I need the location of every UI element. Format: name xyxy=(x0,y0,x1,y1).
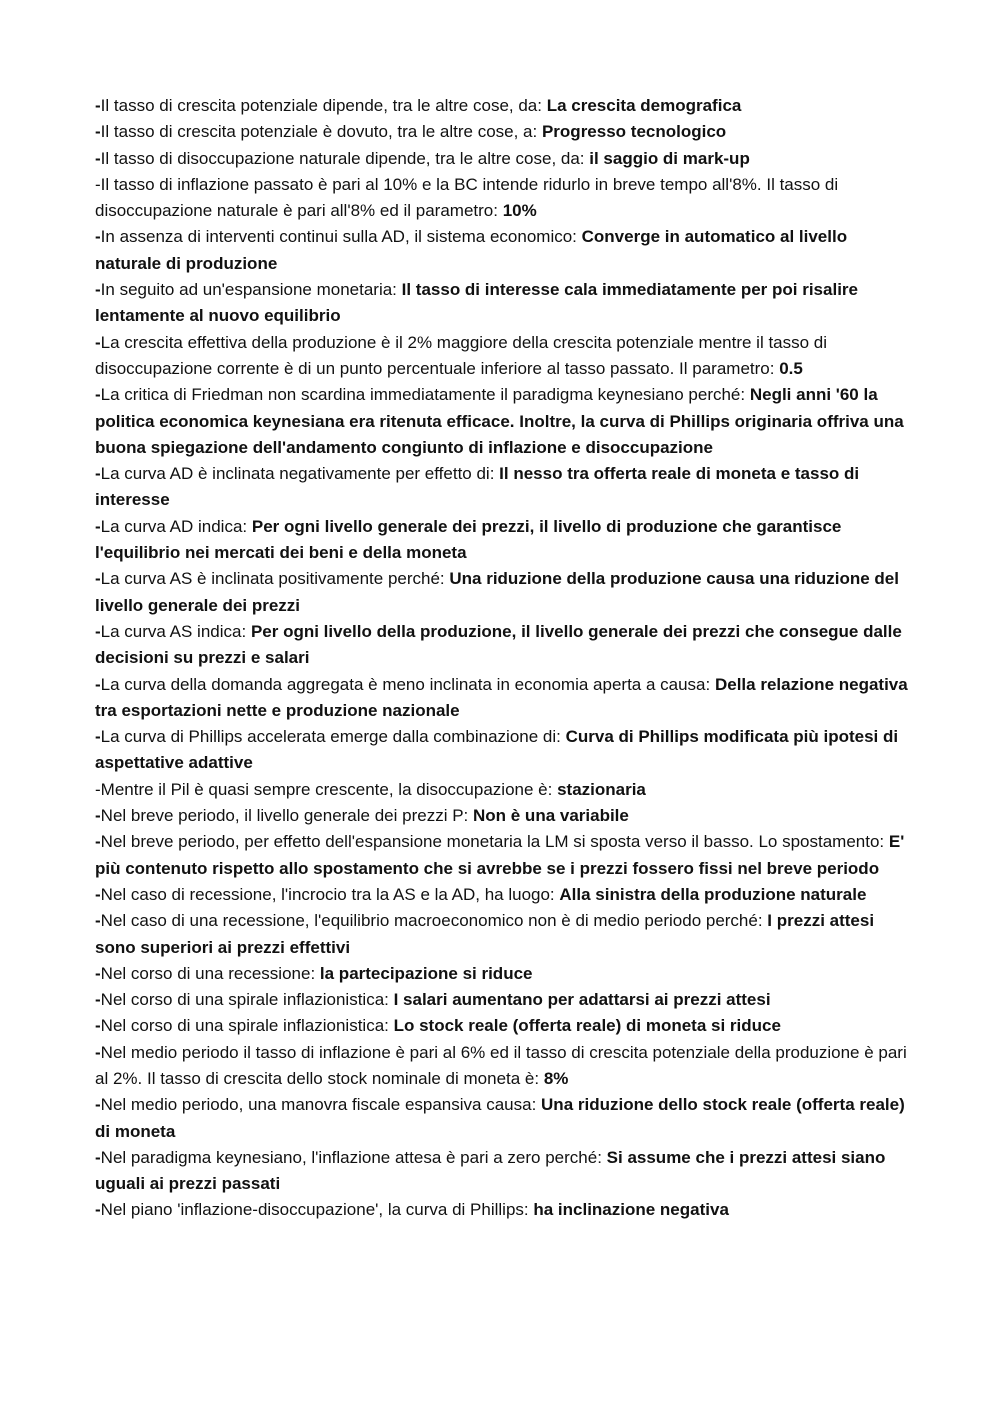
answer-text: E' più contenuto rispetto allo spostamento che si avrebbe se i prezzi fossero fissi nel breve periodo xyxy=(95,832,905,878)
answer-text: Negli anni '60 la politica economica keynesiana era ritenuta efficace. Inoltre, la curva di Phillips originaria offriva una buona spiegazione dell'andamento congiunto di inflazione e disoccupazione xyxy=(95,385,904,457)
qa-entry xyxy=(95,1197,915,1223)
question-text: Nel caso di una recessione, l'equilibrio macroeconomico non è di medio periodo perché: xyxy=(100,911,768,931)
answer-text: I prezzi attesi sono superiori ai prezzi effettivi xyxy=(95,911,875,957)
question-text: In seguito ad un'espansione monetaria: xyxy=(100,280,402,300)
entry-dash: - xyxy=(95,96,101,115)
question-text: Nel piano 'inflazione-disoccupazione', la curva di Phillips: xyxy=(100,1200,534,1220)
question-text: La curva AD è inclinata negativamente per effetto di: xyxy=(100,464,500,484)
entry-dash: - xyxy=(95,227,101,247)
qa-entry xyxy=(95,619,915,672)
question-text: Nel corso di una recessione: xyxy=(100,963,320,983)
qa-entry xyxy=(95,777,915,803)
answer-text: I salari aumentano per adattarsi ai prezzi attesi xyxy=(393,990,771,1010)
entry-dash: - xyxy=(95,674,101,694)
qa-entry xyxy=(95,514,915,567)
qa-entry xyxy=(95,224,915,277)
qa-entry xyxy=(95,1092,915,1145)
answer-text: Per ogni livello generale dei prezzi, il livello di produzione che garantisce l'equilibrio nei mercati dei beni e della moneta xyxy=(95,516,842,563)
answer-text: 10% xyxy=(502,201,537,221)
entry-dash: - xyxy=(95,174,101,194)
qa-entry xyxy=(95,1013,915,1039)
answer-text: il saggio di mark-up xyxy=(589,148,750,168)
qa-entry xyxy=(95,277,915,330)
answer-text: Non è una variabile xyxy=(472,806,629,826)
document-page xyxy=(95,93,915,1224)
qa-entry xyxy=(95,908,915,961)
qa-entry xyxy=(95,987,915,1013)
qa-entry xyxy=(95,566,915,619)
entry-dash: - xyxy=(95,1147,101,1167)
question-text: Il tasso di crescita potenziale dipende, tra le altre cose, da: xyxy=(100,96,547,115)
question-text: La crescita effettiva della produzione è il 2% maggiore della crescita potenziale mentre il tasso di disoccupazione corrente è di un punto percentuale inferiore al tasso passato. Il parametro: xyxy=(95,332,828,378)
question-text: La critica di Friedman non scardina immediatamente il paradigma keynesiano perché: xyxy=(100,385,750,405)
entry-dash: - xyxy=(95,332,101,352)
qa-entry xyxy=(95,330,915,383)
question-text: Nel paradigma keynesiano, l'inflazione attesa è pari a zero perché: xyxy=(100,1147,607,1167)
answer-text: Si assume che i prezzi attesi siano uguali ai prezzi passati xyxy=(95,1147,886,1194)
answer-text: Alla sinistra della produzione naturale xyxy=(559,884,867,904)
answer-text: Una riduzione della produzione causa una riduzione del livello generale dei prezzi xyxy=(95,569,899,615)
answer-text: La crescita demografica xyxy=(546,96,742,115)
entry-dash: - xyxy=(95,148,101,168)
question-text: Nel breve periodo, il livello generale dei prezzi P: xyxy=(100,806,473,826)
entry-dash: - xyxy=(95,516,101,536)
answer-text: stazionaria xyxy=(557,779,646,799)
entry-dash: - xyxy=(95,727,101,747)
entry-dash: - xyxy=(95,1095,101,1115)
answer-text: Il tasso di interesse cala immediatamente per poi risalire lentamente al nuovo equilibrio xyxy=(95,280,858,326)
qa-entry xyxy=(95,672,915,725)
entry-dash: - xyxy=(95,385,101,405)
entry-dash: - xyxy=(95,963,101,983)
question-text: Nel medio periodo, una manovra fiscale espansiva causa: xyxy=(100,1095,542,1115)
question-text: Nel medio periodo il tasso di inflazione è pari al 6% ed il tasso di crescita potenziale della produzione è pari al 2%. Il tasso di crescita dello stock nominale di moneta è: xyxy=(95,1042,907,1088)
question-text: La curva della domanda aggregata è meno inclinata in economia aperta a causa: xyxy=(100,674,715,694)
entry-dash: - xyxy=(95,884,101,904)
qa-entry xyxy=(95,461,915,514)
question-text: Nel corso di una spirale inflazionistica: xyxy=(100,1016,394,1036)
entry-dash: - xyxy=(95,122,101,142)
qa-entry xyxy=(95,803,915,829)
question-text: Il tasso di crescita potenziale è dovuto, tra le altre cose, a: xyxy=(100,122,542,142)
qa-entry xyxy=(95,1040,915,1093)
answer-text: 0.5 xyxy=(779,358,803,378)
entry-dash: - xyxy=(95,621,101,641)
answer-text: Curva di Phillips modificata più ipotesi di aspettative adattive xyxy=(95,727,899,773)
qa-entry xyxy=(95,882,915,908)
qa-entry xyxy=(95,382,915,461)
entry-dash: - xyxy=(95,779,101,799)
answer-text: Una riduzione dello stock reale (offerta reale) di moneta xyxy=(95,1095,905,1141)
question-text: La curva AD indica: xyxy=(100,516,252,536)
answer-text: 8% xyxy=(543,1068,569,1088)
question-text: Nel caso di recessione, l'incrocio tra la AS e la AD, ha luogo: xyxy=(100,884,560,904)
question-text: Nel breve periodo, per effetto dell'espansione monetaria la LM si sposta verso il basso. Lo spostamento: xyxy=(100,832,889,852)
answer-text: ha inclinazione negativa xyxy=(533,1200,729,1220)
answer-text: Della relazione negativa tra esportazioni nette e produzione nazionale xyxy=(95,674,908,720)
question-text: Nel corso di una spirale inflazionistica: xyxy=(100,990,394,1010)
answer-text: Converge in automatico al livello naturale di produzione xyxy=(95,227,848,273)
question-text: La curva AS indica: xyxy=(100,621,251,641)
answer-text: Progresso tecnologico xyxy=(541,122,727,142)
qa-entry xyxy=(95,119,915,145)
entry-dash: - xyxy=(95,569,101,589)
entry-dash: - xyxy=(95,280,101,300)
question-text: Il tasso di inflazione passato è pari al 10% e la BC intende ridurlo in breve tempo all'8%. Il tasso di disoccupazione naturale è pari all'8% ed il parametro: xyxy=(95,174,839,221)
qa-entry xyxy=(95,829,915,882)
entry-dash: - xyxy=(95,990,101,1010)
qa-entry xyxy=(95,146,915,172)
qa-entry xyxy=(95,172,915,225)
answer-text: Il nesso tra offerta reale di moneta e tasso di interesse xyxy=(95,464,860,510)
entry-dash: - xyxy=(95,806,101,826)
question-text: In assenza di interventi continui sulla AD, il sistema economico: xyxy=(100,227,582,247)
answer-text: Per ogni livello della produzione, il livello generale dei prezzi che consegue dalle decisioni su prezzi e salari xyxy=(95,621,902,668)
entry-dash: - xyxy=(95,464,101,484)
entry-dash: - xyxy=(95,911,101,931)
answer-text: la partecipazione si riduce xyxy=(319,963,533,983)
question-text: Mentre il Pil è quasi sempre crescente, la disoccupazione è: xyxy=(100,779,558,799)
answer-text: Lo stock reale (offerta reale) di moneta si riduce xyxy=(393,1016,781,1036)
qa-entry xyxy=(95,961,915,987)
question-text: La curva AS è inclinata positivamente perché: xyxy=(100,569,450,589)
qa-entry xyxy=(95,93,915,119)
qa-entry xyxy=(95,1145,915,1198)
entry-dash: - xyxy=(95,1042,101,1062)
question-text: La curva di Phillips accelerata emerge dalla combinazione di: xyxy=(100,727,566,747)
question-text: Il tasso di disoccupazione naturale dipende, tra le altre cose, da: xyxy=(100,148,590,168)
entry-dash: - xyxy=(95,832,101,852)
qa-entry xyxy=(95,724,915,777)
entry-dash: - xyxy=(95,1016,101,1036)
entry-dash: - xyxy=(95,1200,101,1220)
